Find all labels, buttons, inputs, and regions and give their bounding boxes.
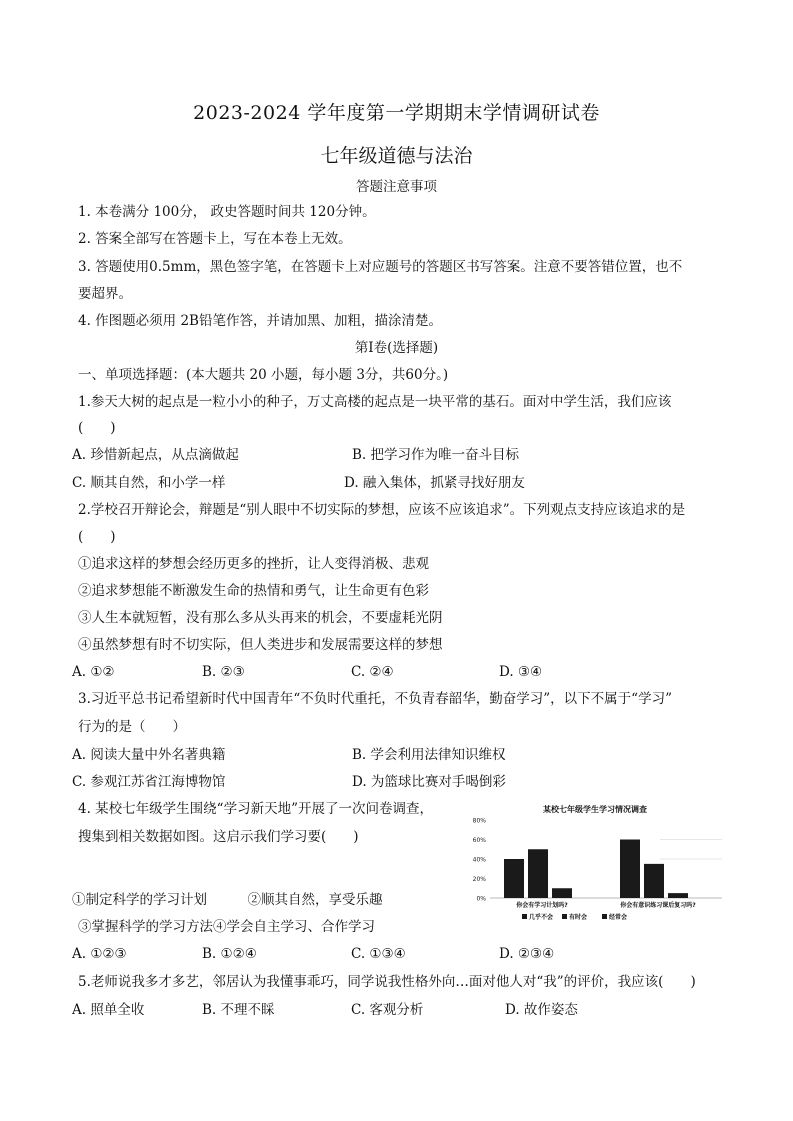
q2-statement-2: ②追求梦想能不断激发生命的热情和勇气，让生命更有色彩 [78,583,429,599]
section-title: 一、单项选择题：(本大题共 20 小题，每小题 3分，共60分。) [78,367,449,383]
q4-option-b: B. ①②④ [202,946,257,962]
bar [504,859,524,898]
q4-option-a: A. ①②③ [72,946,127,962]
q1-option-a: A. 珍惜新起点，从点滴做起 [72,447,239,463]
notice-title: 答题注意事项 [356,179,437,195]
notice-1: 1. 本卷满分 100分， 政史答题时间共 120分钟。 [78,204,376,220]
q5-option-d: D. 故作姿态 [505,1002,578,1018]
chart-title: 某校七年级学生学习情况调查 [543,805,647,814]
exam-title: 2023-2024 学年度第一学期期末学情调研试卷 [193,102,600,124]
q4-stem: 4. 某校七年级学生围绕“学习新天地”开展了一次问卷调查， [78,801,433,817]
q2-statement-3: ③人生本就短暂，没有那么多从头再来的机会，不要虚耗光阴 [78,610,443,626]
q1-option-d: D. 融入集体，抓紧寻找好朋友 [344,475,525,491]
notice-4: 4. 作图题必须用 2B铅笔作答，并请加黑、加粗，描涂清楚。 [78,313,442,329]
q5-stem: 5.老师说我多才多艺，邻居认为我懂事乖巧，同学说我性格外向…面对他人对“我”的评价，我应该( ) [78,974,696,990]
q2-option-c: C. ②④ [351,664,394,680]
q1-option-b: B. 把学习作为唯一奋斗目标 [352,447,520,463]
y-tick-label: 80% [472,817,486,825]
q3-stem: 3.习近平总书记希望新时代中国青年“不负时代重托，不负青春韶华，勤奋学习”，以下不属于“学习” [78,691,672,707]
q4-option-c: C. ①③④ [351,946,406,962]
y-tick-label: 20% [472,876,486,883]
exam-subtitle: 七年级道德与法治 [320,145,473,167]
q1-stem: 1.参天大树的起点是一粒小小的种子，万丈高楼的起点是一块平常的基石。面对中学生活，我们应该 [78,394,672,410]
survey-chart [460,800,730,930]
notice-2: 2. 答案全部写在答题卡上，写在本卷上无效。 [78,231,352,247]
q3-option-b: B. 学会利用法律知识维权 [352,747,506,763]
bar [528,849,548,898]
legend-label: 几乎不会 [529,914,554,921]
q2-option-a: A. ①② [72,664,115,680]
y-tick-label: 0% [476,895,486,903]
q4-statements-12: ①制定科学的学习计划 ②顺其自然，享受乐趣 [72,892,383,908]
bar [644,864,664,898]
q2-statement-1: ①追求这样的梦想会经历更多的挫折，让人变得消极、悲观 [78,556,429,572]
survey-chart-svg [460,800,730,930]
q3-stem-cont: 行为的是（ ） [78,719,186,735]
legend-label: 有时会 [569,914,588,921]
q2-option-b: B. ②③ [202,664,245,680]
q2-statement-4: ④虽然梦想有时不切实际，但人类进步和发展需要这样的梦想 [78,637,443,653]
q1-stem-paren: ( ) [78,420,116,436]
notice-3: 3. 答题使用0.5mm，黑色签字笔，在答题卡上对应题号的答题区书写答案。注意不要答错位置，也不 [78,259,683,275]
notice-3-cont: 要超界。 [78,286,132,302]
y-tick-label: 60% [472,837,486,844]
q5-option-a: A. 照单全收 [72,1002,145,1018]
q3-option-d: D. 为篮球比赛对手喝倒彩 [352,774,506,790]
q4-stem-cont: 搜集到相关数据如图。这启示我们学习要( ) [78,829,359,845]
legend-label: 经常会 [609,914,628,921]
bar [620,840,640,899]
volume-title: 第Ⅰ卷(选择题) [354,340,439,356]
bar [668,893,688,898]
q2-stem-paren: ( ) [78,529,116,545]
legend-swatch [562,914,567,919]
q5-option-b: B. 不理不睬 [202,1002,275,1018]
legend-swatch [522,914,527,919]
q2-stem: 2.学校召开辩论会，辩题是“别人眼中不切实际的梦想，应该不应该追求”。下列观点支持应该追求的是 [78,502,686,518]
legend-swatch [602,914,607,919]
x-category-label: 你会有学习计划吗? [516,902,568,909]
q4-option-d: D. ②③④ [499,946,555,962]
q3-option-c: C. 参观江苏省江海博物馆 [72,774,226,790]
q4-statements-34: ③掌握科学的学习方法④学会自主学习、合作学习 [78,919,375,935]
x-category-label: 你会有意识练习课后复习吗? [620,902,696,909]
q3-option-a: A. 阅读大量中外名著典籍 [72,747,226,763]
q2-option-d: D. ③④ [499,664,543,680]
q5-option-c: C. 客观分析 [351,1002,424,1018]
y-tick-label: 40% [472,856,486,864]
q1-option-c: C. 顺其自然，和小学一样 [72,475,226,491]
bar [552,888,572,898]
